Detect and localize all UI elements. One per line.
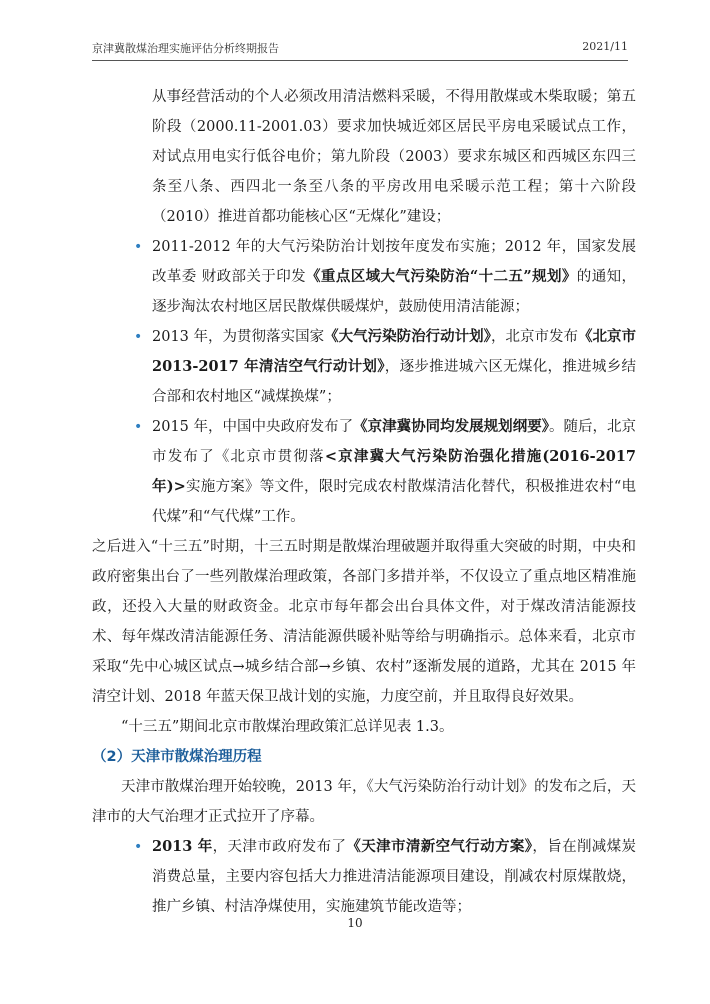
bullet-dot-icon: •	[134, 329, 143, 345]
header-title: 京津冀散煤治理实施评估分析终期报告	[92, 42, 279, 55]
body-paragraph: 天津市散煤治理开始较晚，2013 年，《大气污染防治行动计划》的发布之后，天津市的大气治理才正式拉开了序幕。	[92, 779, 636, 825]
list-item: • 2013 年，为贯彻落实国家《大气污染防治行动计划》，北京市发布《北京市 2013-2017 年清洁空气行动计划》，逐步推进城六区无煤化，推进城乡结合部和农村地区“减煤换煤”；	[92, 322, 636, 412]
bullet-dot-icon: •	[134, 239, 143, 255]
list-item: • 2015 年，中国中央政府发布了《京津冀协同均发展规划纲要》。随后，北京市发布了《北京市贯彻落<京津冀大气污染防治强化措施(2016-2017 年)>实施方案》等文件，限时完成农村散煤清洁化替代，积极推进农村“电代煤”和“气代煤”工作。	[92, 412, 636, 532]
list-item: • 2013 年，天津市政府发布了《天津市清新空气行动方案》，旨在削减煤炭消费总量，主要内容包括大力推进清洁能源项目建设，削减农村原煤散烧，推广乡镇、村洁净煤使用，实施建筑节能改造等；	[92, 832, 636, 922]
body-paragraph: “十三五”期间北京市散煤治理政策汇总详见表 1.3。	[121, 719, 454, 735]
section-title: 天津市散煤治理历程	[131, 749, 262, 765]
header-divider	[92, 60, 628, 61]
bullet-dot-icon: •	[134, 839, 143, 855]
section-number: （2）	[92, 749, 132, 765]
bullet-continuation: 从事经营活动的个人必须改用清洁燃料采暖，不得用散煤或木柴取暖；第五阶段（2000.11-2001.03）要求加快城近郊区居民平房电采暖试点工作，对试点用电实行低谷电价；第九阶段（2003）要求东城区和西城区东四三条至八条、西四北一条至八条的平房改用电采暖示范工程；第十六阶段（2010）推进首都功能核心区“无煤化”建设；	[152, 89, 636, 225]
section-heading	[92, 742, 636, 772]
page-number: 10	[347, 916, 363, 930]
bullet-dot-icon: •	[134, 419, 143, 435]
body-paragraph: 之后进入“十三五”时期，十三五时期是散煤治理破题并取得重大突破的时期，中央和政府密集出台了一些列散煤治理政策，各部门多措并举，不仅设立了重点地区精准施政，还投入大量的财政资金。北京市每年都会出台具体文件，对于煤改清洁能源技术、每年煤改清洁能源任务、清洁能源供暖补贴等给与明确指示。总体来看，北京市采取“先中心城区试点→城乡结合部→乡镇、农村”逐渐发展的道路，尤其在 2015 年清空计划、2018 年蓝天保卫战计划的实施，力度空前，并且取得良好效果。	[92, 539, 636, 705]
page-header	[92, 40, 628, 56]
header-date: 2021/11	[582, 40, 628, 53]
list-item: • 2011-2012 年的大气污染防治计划按年度发布实施；2012 年，国家发展改革委 财政部关于印发《重点区域大气污染防治“十二五”规划》的通知，逐步淘汰农村地区居民散煤供暖煤炉，鼓励使用清洁能源；	[92, 232, 636, 322]
page-body	[92, 82, 636, 922]
